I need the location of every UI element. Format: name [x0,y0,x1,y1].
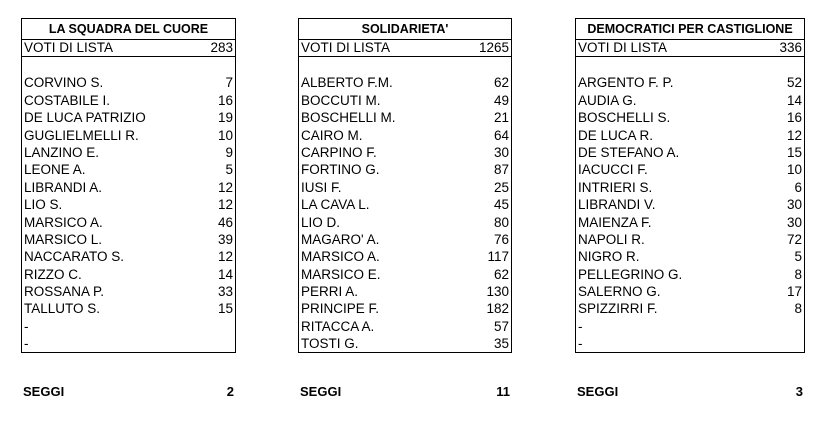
candidate-votes: 14 [786,92,802,108]
candidate-name: RITACCA A. [301,318,375,334]
seggi-label: SEGGI [23,384,65,399]
candidate-votes: 30 [786,214,802,230]
candidate-row [576,92,804,109]
candidate-votes: 6 [794,179,802,195]
candidate-votes: 30 [786,197,802,213]
candidate-row [299,318,511,335]
candidate-row [576,161,804,178]
candidate-name: CORVINO S. [24,75,104,91]
candidate-votes: 15 [786,144,802,160]
candidate-name: - [578,318,583,334]
candidate-row [22,283,235,300]
candidate-name: TALLUTO S. [24,301,101,317]
candidate-row [22,92,235,109]
list-solidarieta [298,18,512,353]
candidate-row [576,109,804,126]
candidate-name: BOSCHELLI M. [301,110,396,126]
candidate-name: INTRIERI S. [578,179,653,195]
candidate-row [299,266,511,283]
candidate-votes: 12 [217,197,233,213]
candidate-votes: 7 [225,75,233,91]
candidate-row [22,214,235,231]
candidate-votes: 9 [225,144,233,160]
candidate-votes: 12 [217,179,233,195]
candidate-votes: 64 [493,127,509,143]
candidate-name: CARPINO F. [301,144,377,160]
candidate-votes: 33 [217,284,233,300]
candidate-name: PELLEGRINO G. [578,266,683,282]
candidate-list [576,74,804,352]
candidate-list [299,74,511,352]
candidate-row [299,161,511,178]
list-votes-value: 1265 [478,40,509,55]
candidate-name: GUGLIELMELLI R. [24,127,139,143]
candidate-row [22,318,235,335]
candidate-name: LA CAVA L. [301,197,370,213]
candidate-row [299,144,511,161]
candidate-name: - [24,336,29,352]
candidate-name: IUSI F. [301,179,342,195]
candidate-votes: 15 [217,301,233,317]
list-votes-value: 283 [210,40,233,55]
candidate-votes: 19 [217,110,233,126]
candidate-name: BOSCHELLI S. [578,110,671,126]
candidate-name: NAPOLI R. [578,231,645,247]
spacer [299,57,511,74]
list-votes-label: VOTI DI LISTA [24,40,114,55]
candidate-name: SPIZZIRRI F. [578,301,658,317]
seggi-label: SEGGI [300,384,342,399]
candidate-votes: 45 [493,197,509,213]
candidate-row [299,231,511,248]
seggi-label: SEGGI [577,384,619,399]
candidate-row [22,335,235,352]
candidate-row [299,127,511,144]
candidate-name: LIO S. [24,197,63,213]
candidate-name: MAGARO' A. [301,231,380,247]
candidate-row [576,300,804,317]
seggi-row [21,384,236,399]
candidate-name: MAIENZA F. [578,214,652,230]
candidate-row [576,283,804,300]
candidate-name: COSTABILE I. [24,92,111,108]
seggi-value: 2 [226,384,234,399]
candidate-name: CAIRO M. [301,127,363,143]
candidate-name: LIO D. [301,214,341,230]
candidate-votes: 10 [786,162,802,178]
candidate-name: DE LUCA PATRIZIO [24,110,146,126]
candidate-name: ALBERTO F.M. [301,75,393,91]
candidate-row [576,179,804,196]
candidate-votes: 49 [493,92,509,108]
candidate-votes: 25 [493,179,509,195]
candidate-name: ROSSANA P. [24,284,105,300]
candidate-name: BOCCUTI M. [301,92,381,108]
candidate-votes: 5 [225,162,233,178]
candidate-row [299,300,511,317]
list-votes-row [576,40,804,57]
candidate-row [299,92,511,109]
candidate-name: NIGRO R. [578,249,640,265]
candidate-row [299,179,511,196]
candidate-row [576,74,804,91]
seggi-row [298,384,512,399]
seggi-row [575,384,805,399]
list-votes-row [299,40,511,57]
candidate-row [576,214,804,231]
candidate-name: DE LUCA R. [578,127,654,143]
candidate-row [22,196,235,213]
candidate-row [22,179,235,196]
candidate-votes: 21 [493,110,509,126]
candidate-name: ARGENTO F. P. [578,75,674,91]
candidate-name: PERRI A. [301,284,359,300]
candidate-row [299,283,511,300]
candidate-row [576,127,804,144]
candidate-votes: 182 [486,301,509,317]
candidate-row [299,214,511,231]
candidate-row [22,248,235,265]
seggi-value: 3 [795,384,803,399]
candidate-name: PRINCIPE F. [301,301,380,317]
candidate-name: MARSICO L. [24,231,103,247]
candidate-votes: 130 [486,284,509,300]
candidate-row [299,248,511,265]
candidate-row [22,161,235,178]
candidate-name: RIZZO C. [24,266,82,282]
list-votes-row [22,40,235,57]
candidate-row [576,196,804,213]
candidate-votes: 57 [493,318,509,334]
candidate-votes: 35 [493,336,509,352]
candidate-votes: 46 [217,214,233,230]
candidate-row [576,318,804,335]
list-votes-label: VOTI DI LISTA [301,40,391,55]
candidate-votes: 87 [493,162,509,178]
candidate-votes: 8 [794,266,802,282]
candidate-name: DE STEFANO A. [578,144,680,160]
candidate-votes: 16 [217,92,233,108]
candidate-votes: 16 [786,110,802,126]
candidate-row [22,300,235,317]
candidate-row [576,144,804,161]
candidate-votes: 10 [217,127,233,143]
candidate-votes: 80 [493,214,509,230]
candidate-name: SALERNO G. [578,284,661,300]
list-votes-label: VOTI DI LISTA [578,40,668,55]
candidate-votes: 52 [786,75,802,91]
candidate-name: - [578,336,583,352]
candidate-votes: 72 [786,231,802,247]
candidate-votes: 117 [487,249,509,265]
candidate-votes: 39 [217,231,233,247]
candidate-votes: 62 [493,75,509,91]
candidate-row [22,144,235,161]
list-title: DEMOCRATICI PER CASTIGLIONE [576,19,804,40]
candidate-votes: 8 [794,301,802,317]
candidate-row [22,109,235,126]
candidate-row [22,266,235,283]
candidate-row [22,74,235,91]
candidate-name: AUDIA G. [578,92,637,108]
candidate-row [576,231,804,248]
candidate-row [576,266,804,283]
list-title: LA SQUADRA DEL CUORE [22,19,235,40]
candidate-name: LIBRANDI V. [578,197,656,213]
candidate-votes: 62 [493,266,509,282]
candidate-votes: 14 [217,266,233,282]
candidate-row [299,74,511,91]
candidate-name: LIBRANDI A. [24,179,103,195]
candidate-row [576,335,804,352]
candidate-name: MARSICO A. [24,214,103,230]
candidate-name: - [24,318,29,334]
candidate-votes: 12 [217,249,233,265]
list-democratici-per-castiglione [575,18,805,353]
candidate-name: LEONE A. [24,162,86,178]
list-squadra-del-cuore [21,18,236,353]
candidate-name: TOSTI G. [301,336,359,352]
candidate-votes: 17 [786,284,802,300]
candidate-row [22,127,235,144]
list-votes-value: 336 [779,40,802,55]
candidate-row [576,248,804,265]
candidate-votes: 30 [493,144,509,160]
candidate-row [299,335,511,352]
list-title: SOLIDARIETA' [299,19,511,40]
candidate-row [299,196,511,213]
candidate-votes: 76 [493,231,509,247]
candidate-row [299,109,511,126]
candidate-list [22,74,235,352]
candidate-name: LANZINO E. [24,144,100,160]
spacer [576,57,804,74]
candidate-name: MARSICO E. [301,266,381,282]
candidate-name: NACCARATO S. [24,249,125,265]
candidate-name: FORTINO G. [301,162,380,178]
spacer [22,57,235,74]
candidate-name: MARSICO A. [301,249,380,265]
seggi-value: 11 [496,384,510,399]
candidate-votes: 5 [794,249,802,265]
candidate-name: IACUCCI F. [578,162,648,178]
candidate-votes: 12 [786,127,802,143]
candidate-row [22,231,235,248]
